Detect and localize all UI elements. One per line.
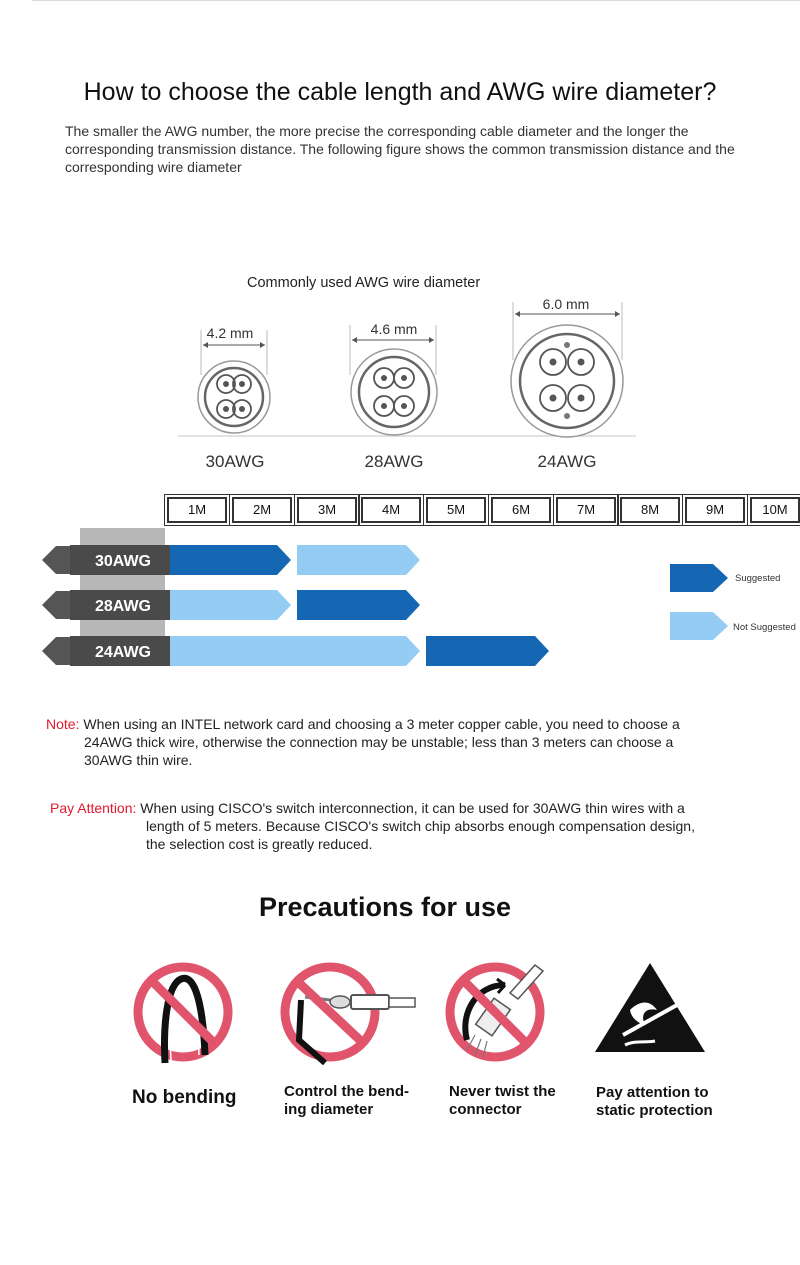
attention-text-3: the selection cost is greatly reduced. — [146, 836, 373, 852]
note-block — [46, 715, 766, 769]
caption-line: Control the bend- — [284, 1083, 409, 1100]
bar-30awg-suggested — [170, 545, 291, 575]
distance-tick: 9M — [685, 497, 745, 523]
attention-block — [50, 799, 770, 853]
page-title: How to choose the cable length and AWG wire diameter? — [83, 78, 717, 106]
bar-28awg-suggested — [297, 590, 420, 620]
note-text-1: When using an INTEL network card and choosing a 3 meter copper cable, you need to choose a — [83, 716, 680, 732]
distance-tick: 8M — [620, 497, 680, 523]
attention-text-1: When using CISCO's switch interconnection, it can be used for 30AWG thin wires with a — [140, 800, 685, 816]
legend-not-suggested-swatch — [670, 612, 728, 640]
intro-paragraph: The smaller the AWG number, the more precise the corresponding cable diameter and the longer the corresponding transmission distance. The following figure shows the common transmission distance and the corresponding wire diameter — [65, 123, 735, 175]
distance-chart — [0, 520, 800, 680]
distance-tick: 5M — [426, 497, 486, 523]
cable-30awg-label: 30AWG — [205, 452, 265, 471]
caption-line: connector — [449, 1101, 522, 1118]
distance-tick: 4M — [361, 497, 421, 523]
cable-30awg-diameter: 4.2 mm — [206, 325, 254, 341]
precaution-caption-4 — [596, 1084, 713, 1120]
note-text-2: 24AWG thick wire, otherwise the connection may be unstable; less than 3 meters can choose a — [84, 734, 674, 750]
legend-not-suggested-label: Not Suggested — [733, 622, 796, 633]
caption-line: Never twist the — [449, 1083, 556, 1100]
chart-legend — [670, 564, 796, 640]
note-text-3: 30AWG thin wire. — [84, 752, 193, 768]
cable-24awg-diameter: 6.0 mm — [542, 296, 590, 312]
caption-line: Pay attention to — [596, 1084, 709, 1101]
row-label-30awg: 30AWG — [94, 553, 152, 570]
cable-24awg-label: 24AWG — [537, 452, 597, 471]
precaution-caption-2 — [284, 1083, 409, 1119]
precaution-icons — [125, 955, 725, 1070]
cable-cross-sections — [170, 290, 650, 480]
bar-28awg-not-suggested — [170, 590, 291, 620]
precaution-caption-1 — [132, 1087, 236, 1109]
legend-suggested-label: Suggested — [735, 573, 781, 584]
distance-tick: 3M — [297, 497, 357, 523]
bar-24awg-not-suggested — [170, 636, 420, 666]
cable-28awg-label: 28AWG — [364, 452, 424, 471]
bend-diameter-icon — [285, 967, 415, 1063]
row-label-24awg: 24AWG — [94, 644, 152, 661]
cable-28awg-diagram — [350, 325, 437, 435]
static-warning-icon — [595, 963, 705, 1052]
no-twist-icon — [450, 965, 543, 1057]
distance-tick: 7M — [556, 497, 616, 523]
precaution-caption-3 — [449, 1083, 556, 1119]
cable-24awg-diagram — [511, 302, 623, 437]
top-divider — [32, 0, 800, 1]
caption-line: ing diameter — [284, 1101, 374, 1118]
row-label-28awg: 28AWG — [94, 598, 152, 615]
note-label: Note: — [46, 716, 80, 732]
caption-line: static protection — [596, 1102, 713, 1119]
distance-tick: 10M — [750, 497, 800, 523]
distance-tick: 6M — [491, 497, 551, 523]
distance-tick: 2M — [232, 497, 292, 523]
cable-28awg-diameter: 4.6 mm — [370, 321, 418, 337]
attention-text-2: length of 5 meters. Because CISCO's switch chip absorbs enough compensation design, — [146, 818, 695, 834]
no-bending-icon — [138, 967, 228, 1063]
legend-suggested-swatch — [670, 564, 728, 592]
bar-24awg-suggested — [426, 636, 549, 666]
precautions-title: Precautions for use — [258, 892, 512, 922]
caption-line: No bending — [132, 1087, 237, 1108]
cable-30awg-diagram — [198, 330, 270, 433]
bar-30awg-not-suggested — [297, 545, 420, 575]
figure-title: Commonly used AWG wire diameter — [247, 275, 481, 291]
attention-label: Pay Attention: — [50, 800, 137, 816]
distance-tick: 1M — [167, 497, 227, 523]
